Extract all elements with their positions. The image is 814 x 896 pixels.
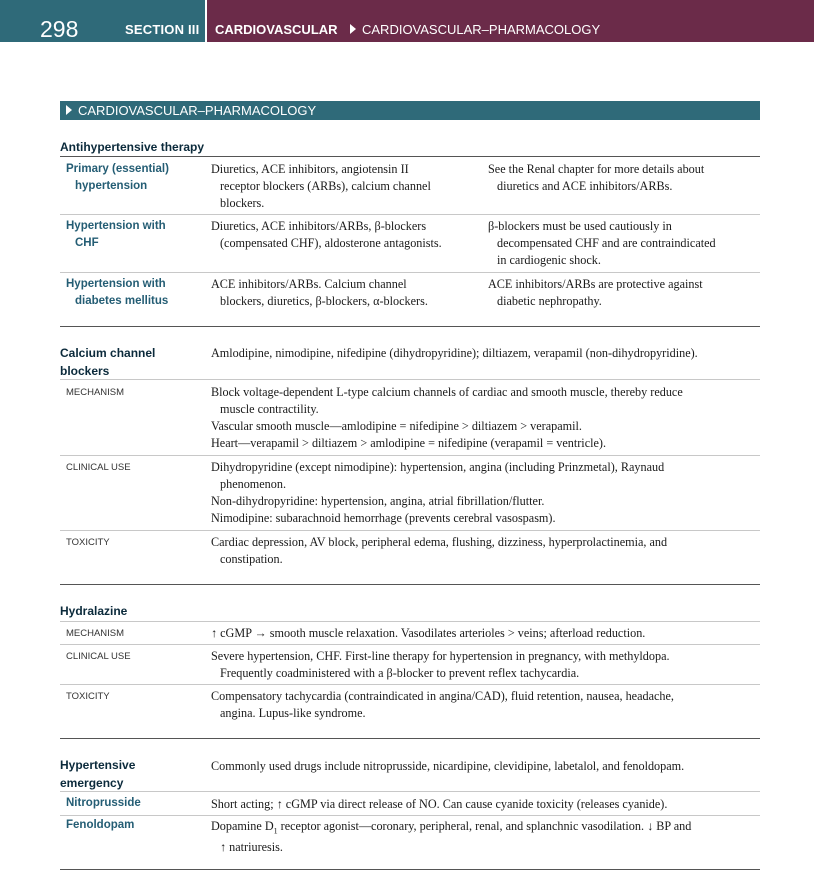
divider — [60, 379, 760, 380]
divider — [60, 791, 760, 792]
header-divider — [205, 0, 207, 42]
fenoldopam-text: Dopamine $D_1$ receptor agonist—coronary, peripheral, renal, and splanchnic vasodilation. ↓ BP and ↑ natriuresis. — [211, 819, 692, 855]
hypertension-chf-notes: β-blockers must be used cautiously in decompensated CHF and are contraindicated in cardiogenic shock. — [488, 219, 716, 267]
nitroprusside-text: Short acting; ↑ cGMP via direct release of NO. Can cause cyanide toxicity (releases cyanide). — [211, 797, 668, 811]
hypertension-chf-drugs: Diuretics, ACE inhibitors/ARBs, β-blockers (compensated CHF), aldosterone antagonists. — [211, 219, 442, 250]
hydralazine-mechanism-text: ↑ cGMP → smooth muscle relaxation. Vasodilates arterioles > veins; afterload reduction. — [211, 626, 646, 640]
divider — [60, 156, 760, 157]
row-label-primary-hypertension: Primary (essential) hypertension — [66, 163, 169, 192]
section-divider — [60, 738, 760, 739]
ccb-mechanism-text: Block voltage-dependent L-type calcium channels of cardiac and smooth muscle, thereby reduce muscle contractility. Vascular smooth muscle—amlodipine = nifedipine > diltiazem > verapamil. Heart—verapamil > diltiazem > amlodipine = nifedipine (verapamil = ventricle). — [211, 385, 683, 450]
section-divider — [60, 326, 760, 327]
hypertension-diabetes-notes: ACE inhibitors/ARBs are protective against diabetic nephropathy. — [488, 277, 703, 308]
fenoldopam-label: Fenoldopam — [66, 819, 135, 831]
ccb-summary: Amlodipine, nimodipine, nifedipine (dihydropyridine); diltiazem, verapamil (non-dihydropyridine). — [211, 346, 698, 360]
divider — [60, 815, 760, 816]
page-number: 298 — [40, 16, 79, 42]
row-label-hypertension-chf: Hypertension with CHF — [66, 220, 166, 249]
section-divider — [60, 869, 760, 870]
antihypertensive-title: Antihypertensive therapy — [60, 140, 205, 154]
hydralazine-toxicity-label: TOXICITY — [66, 691, 110, 702]
hydralazine-clinical-use-label: CLINICAL USE — [66, 651, 131, 662]
hydralazine-toxicity-text: Compensatory tachycardia (contraindicated in angina/CAD), fluid retention, nausea, headache, angina. Lupus-like syndrome. — [211, 689, 674, 720]
ccb-clinical-use-text: Dihydropyridine (except nimodipine): hypertension, angina (including Prinzmetal), Raynaud phenomenon. Non-dihydropyridine: hypertension, angina, atrial fibrillation/flutter. Nimodipine: subarachnoid hemorrhage (prevents cerebral vasospasm). — [211, 460, 665, 525]
section-label: SECTION III — [125, 22, 200, 37]
divider — [60, 272, 760, 273]
chapter-title: CARDIOVASCULAR — [215, 22, 338, 37]
triangle-right-icon — [66, 105, 72, 115]
primary-hypertension-drugs: Diuretics, ACE inhibitors, angiotensin II receptor blockers (ARBs), calcium channel blockers. — [211, 162, 431, 210]
divider — [60, 621, 760, 622]
section-divider — [60, 584, 760, 585]
hydralazine-title: Hydralazine — [60, 604, 128, 618]
divider — [60, 214, 760, 215]
hypertension-diabetes-drugs: ACE inhibitors/ARBs. Calcium channel blockers, diuretics, β-blockers, α-blockers. — [211, 277, 428, 308]
divider — [60, 530, 760, 531]
primary-hypertension-notes: See the Renal chapter for more details about diuretics and ACE inhibitors/ARBs. — [488, 162, 705, 193]
hydralazine-clinical-use-text: Severe hypertension, CHF. First-line therapy for hypertension in pregnancy, with methyldopa. Frequently coadministered with a β-blocker to prevent reflex tachycardia. — [211, 649, 670, 680]
emergency-title: Hypertensive emergency — [60, 758, 136, 790]
divider — [60, 644, 760, 645]
divider — [60, 455, 760, 456]
nitroprusside-label: Nitroprusside — [66, 797, 141, 809]
section-bar-title: CARDIOVASCULAR–PHARMACOLOGY — [78, 103, 317, 118]
ccb-toxicity-label: TOXICITY — [66, 537, 110, 548]
row-label-hypertension-diabetes: Hypertension with diabetes mellitus — [66, 278, 169, 307]
divider — [60, 684, 760, 685]
ccb-clinical-use-label: CLINICAL USE — [66, 462, 131, 473]
ccb-mechanism-label: MECHANISM — [66, 387, 125, 398]
ccb-toxicity-text: Cardiac depression, AV block, peripheral edema, flushing, dizziness, hyperprolactinemia, and constipation. — [211, 535, 668, 566]
ccb-title: Calcium channel blockers — [60, 346, 156, 378]
subchapter-title: CARDIOVASCULAR–PHARMACOLOGY — [362, 22, 601, 37]
section-bar — [60, 101, 760, 120]
emergency-summary: Commonly used drugs include nitroprusside, nicardipine, clevidipine, labetalol, and fenoldopam. — [211, 759, 685, 773]
page-header — [0, 0, 814, 42]
triangle-right-icon — [350, 24, 356, 34]
hydralazine-mechanism-label: MECHANISM — [66, 628, 125, 639]
